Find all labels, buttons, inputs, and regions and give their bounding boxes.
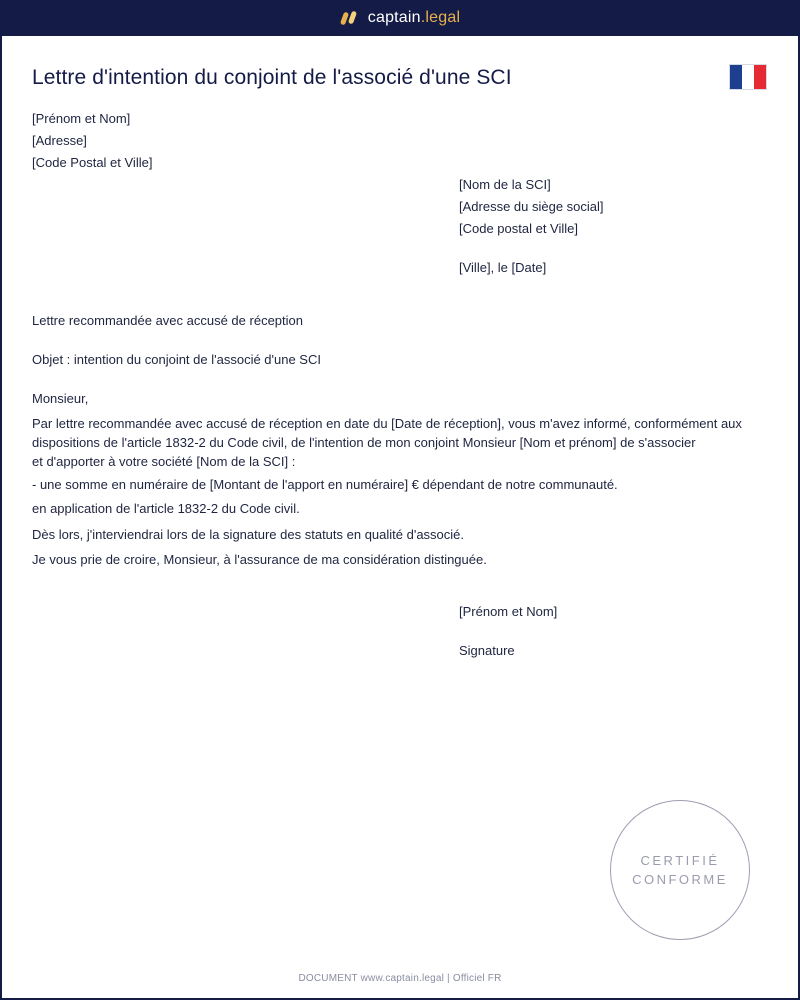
stamp-line-2: CONFORME — [632, 872, 728, 887]
registered-mail-note: Lettre recommandée avec accusé de réception — [32, 313, 303, 328]
document-title: Lettre d'intention du conjoint de l'associé d'une SCI — [32, 66, 512, 89]
brand[interactable] — [340, 9, 460, 27]
recipient-name: [Nom de la SCI] — [459, 177, 551, 192]
sender-city: [Code Postal et Ville] — [32, 155, 153, 170]
sender-name: [Prénom et Nom] — [32, 111, 131, 126]
double-slash-logo-icon — [340, 10, 360, 26]
sender-block — [32, 108, 152, 174]
paragraph-line: Par lettre recommandée avec accusé de réception en date du [Date de réception], vous m'avez informé, conformément aux — [32, 416, 742, 431]
recipient-address: [Adresse du siège social] — [459, 199, 604, 214]
contribution-line: - une somme en numéraire de [Montant de l'apport en numéraire] € dépendant de notre communauté. — [32, 477, 618, 492]
closing-formula: Je vous prie de croire, Monsieur, à l'assurance de ma considération distinguée. — [32, 552, 487, 567]
paragraph-line: dispositions de l'article 1832-2 du Code civil, de l'intention de mon conjoint Monsieur [Nom et prénom] de s'associer — [32, 435, 696, 450]
top-bar — [0, 0, 800, 36]
stamp-line-1: CERTIFIÉ — [640, 853, 720, 868]
body-paragraph — [32, 414, 770, 471]
recipient-block — [459, 174, 604, 240]
recipient-city: [Code postal et Ville] — [459, 221, 578, 236]
france-flag-icon — [729, 64, 767, 90]
footer-text: DOCUMENT www.captain.legal | Officiel FR — [298, 973, 502, 984]
legal-reference-line: en application de l'article 1832-2 du Code civil. — [32, 501, 300, 516]
sender-address: [Adresse] — [32, 133, 87, 148]
paragraph-line: et d'apporter à votre société [Nom de la SCI] : — [32, 454, 296, 469]
subject-line: Objet : intention du conjoint de l'associé d'une SCI — [32, 352, 321, 367]
signature-label: Signature — [459, 643, 515, 658]
salutation: Monsieur, — [32, 391, 89, 406]
intervention-line: Dès lors, j'interviendrai lors de la signature des statuts en qualité d'associé. — [32, 527, 465, 542]
date-line: [Ville], le [Date] — [459, 260, 547, 275]
signature-name: [Prénom et Nom] — [459, 604, 558, 619]
certified-stamp — [610, 800, 750, 940]
brand-name: captain.legal — [367, 9, 461, 26]
